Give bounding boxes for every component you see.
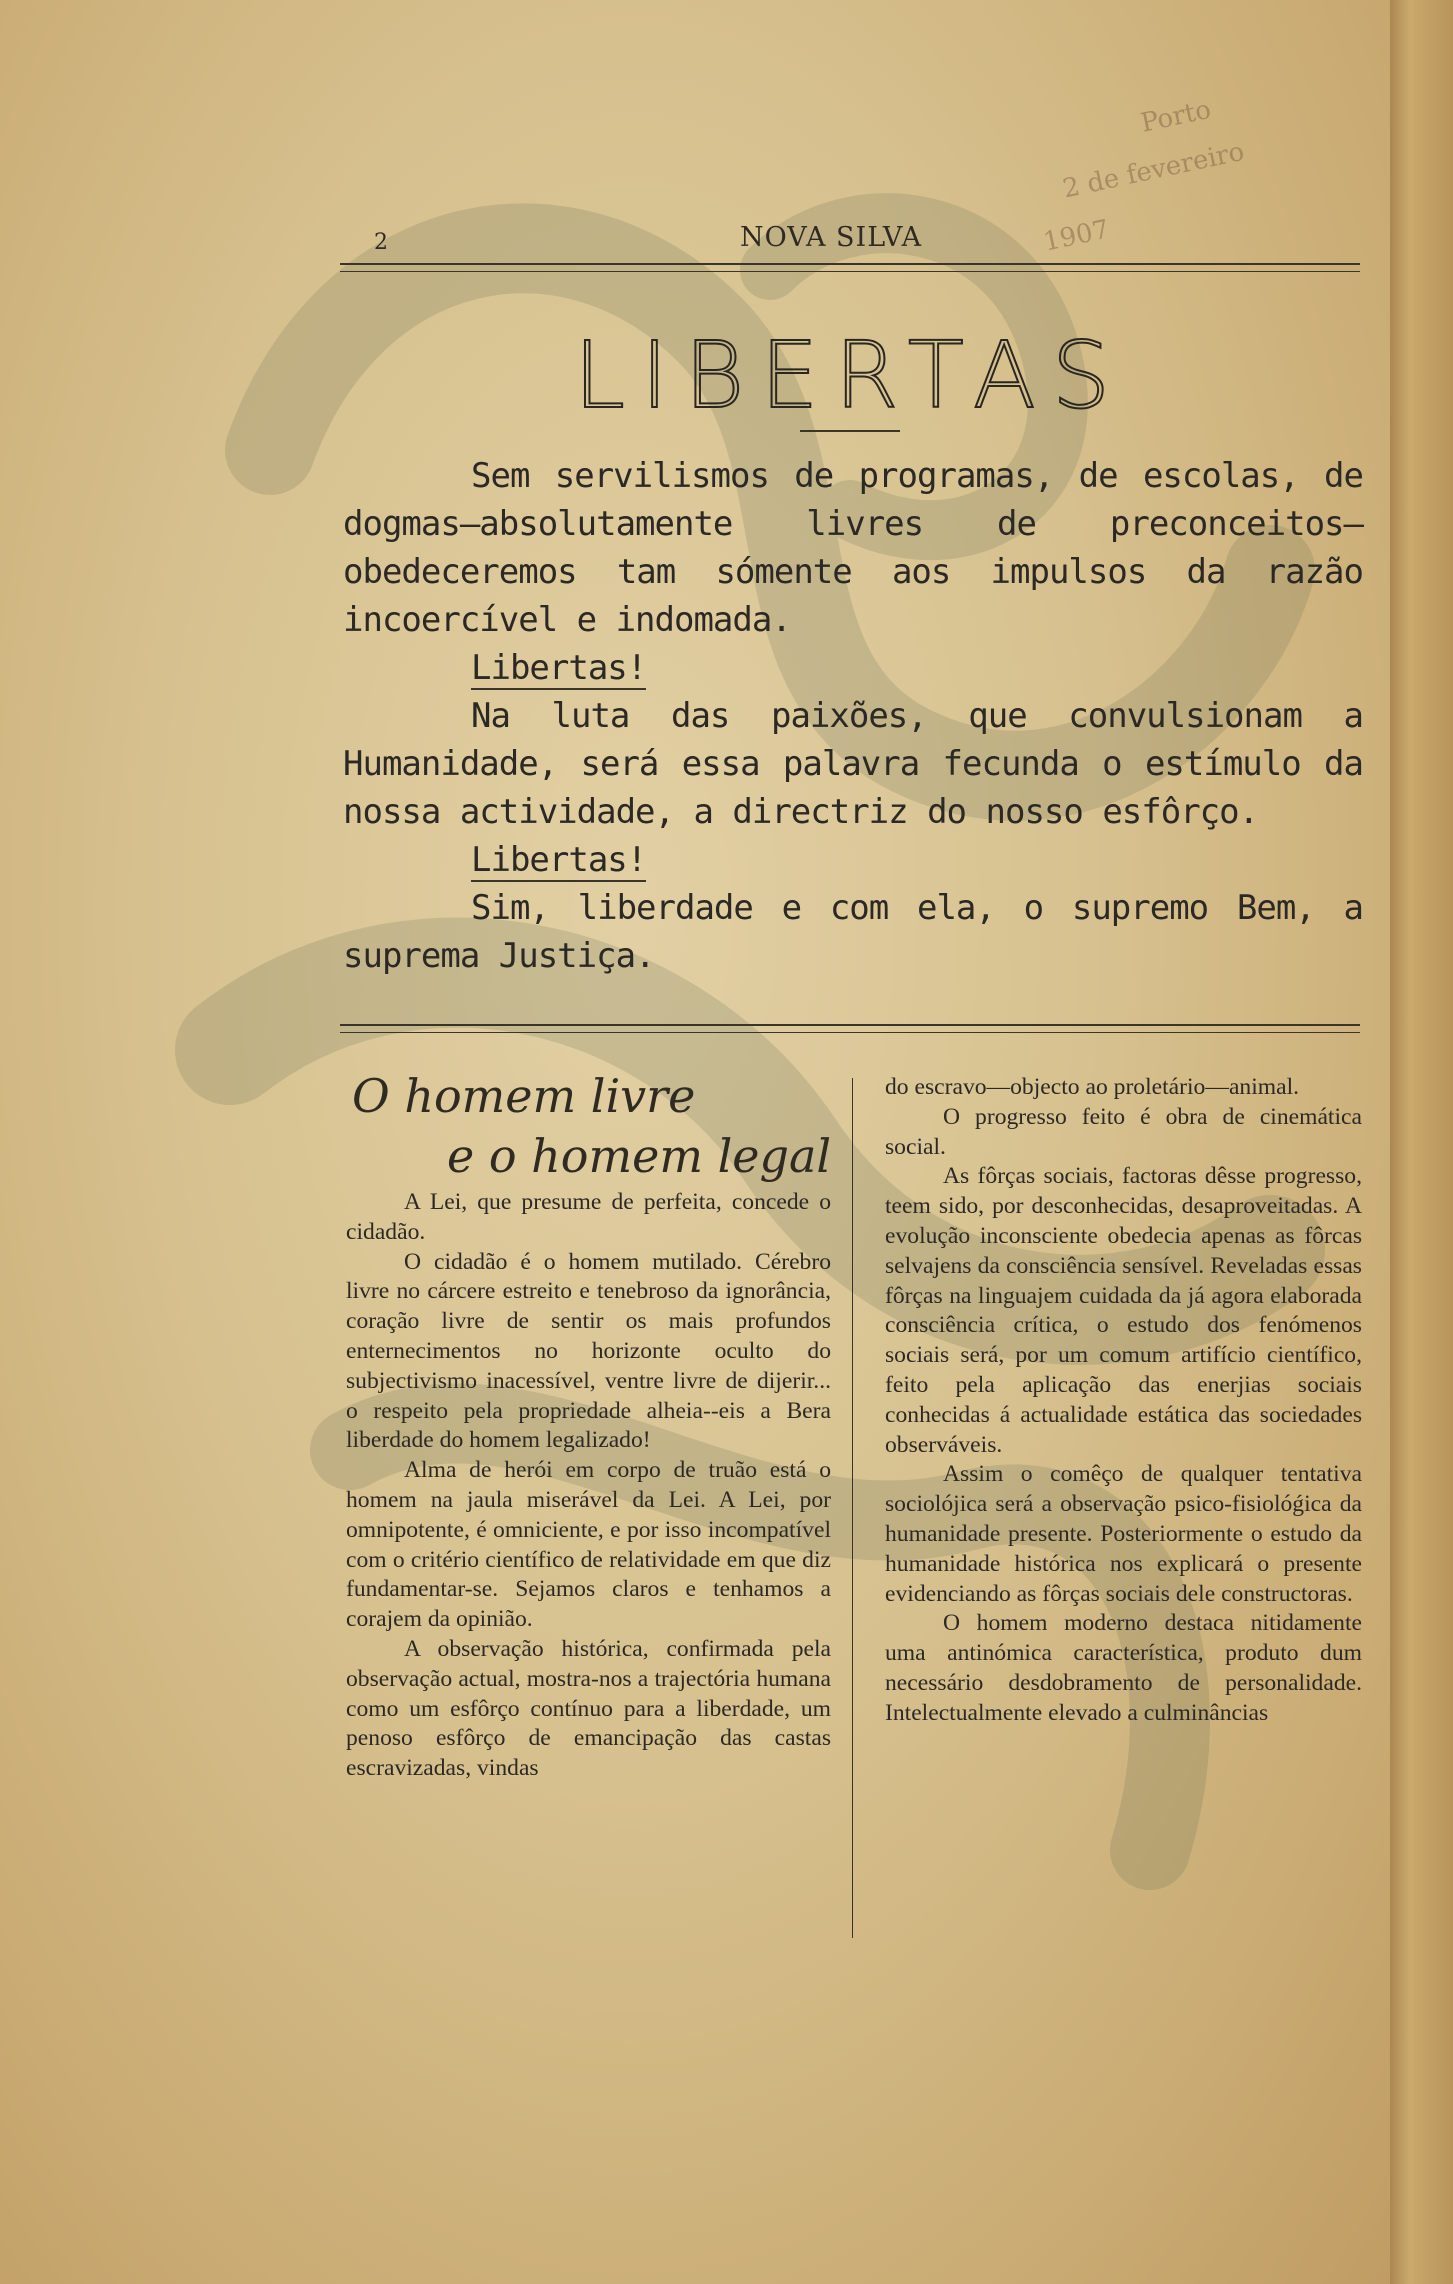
exclaim-text: Libertas! [471,648,647,688]
editorial-title: LIBERTAS [573,322,1127,429]
article-paragraph: Alma de herói em corpo de truão está o homem na jaula miserável da Lei. A Lei, por omnipotente, é omniciente, e por isso incompatível com o critério científico de relatividade em que diz fundamentar-se. Sejamos claros e tenhamos a corajem da opinião. [346,1457,831,1633]
article-title-line-2: e o homem legal [447,1129,832,1183]
article-paragraph: A observação histórica, confirmada pela observação actual, mostra-nos a trajectória humana como um esfôrço contínuo para a liberdade, um penoso esfôrço de emancipação das castas escravizadas, vindas [346,1635,831,1782]
article-column-right [885,1073,1362,1729]
article-column-left [346,1188,831,1784]
exclaim-text: Libertas! [471,840,647,880]
article-paragraph: O progresso feito é obra de cinemática social. [885,1103,1362,1160]
article-paragraph: do escravo—objecto ao proletário—animal. [885,1074,1300,1100]
page-edge [1390,0,1453,2284]
stamp-line-3: 1907 [1040,214,1112,258]
editorial-exclaim [343,836,1363,884]
stamp-line-2: 2 de fevereiro [1060,136,1247,205]
title-underline [800,430,900,432]
page-header [340,222,1360,266]
page-number: 2 [374,230,388,255]
article-title [352,1066,852,1186]
stamp-line-1: Porto [1138,94,1214,139]
editorial-body [343,452,1363,980]
article-paragraph: As fôrças sociais, factoras dêsse progresso, teem sido, por desconhecidas, desaproveitadas. A evolução inconsciente obedecia apenas as fôrcas selvajens da consciência sensível. Reveladas essas fôrças na linguajem cuidada da já agora elaborada consciência crítica, o estudo dos fenómenos sociais será, por um comum artifício científico, feito pela aplicação das enerjias sociais conhecidas á actualidade estática das sociedades observáveis. [885,1163,1362,1458]
running-title: NOVA SILVA [740,222,923,253]
column-divider [852,1078,853,1938]
editorial-exclaim [343,644,1363,692]
article-title-line-1: O homem livre [352,1069,696,1123]
article-paragraph: O cidadão é o homem mutilado. Cérebro livre no cárcere estreito e tenebroso da ignorância, coração livre de sentir os mais profundos enternecimentos no horizonte oculto do subjectivismo inacessível, ventre livre de dijerir... o respeito pela propriedade alheia--eis a Bera liberdade do homem legalizado! [346,1248,831,1454]
section-rule [340,1024,1360,1033]
article-paragraph: Assim o comêço de qualquer tentativa sociolójica será a observação psico-fisiolóǵica da humanidade presente. Posteriormente o estudo da humanidade histórica nos explicará o presente evidenciando as fôrças sociais dele constructoras. [885,1461,1362,1607]
editorial-paragraph: Sem servilismos de programas, de escolas, de dogmas—absolutamente livres de preconceitos—obedeceremos tam sómente aos impulsos da razão incoercível e indomada. [343,456,1363,640]
header-rule [340,263,1360,272]
article-paragraph: A Lei, que presume de perfeita, concede o cidadão. [346,1189,831,1245]
editorial-paragraph: Sim, liberdade e com ela, o supremo Bem, a suprema Justiça. [343,888,1363,976]
editorial-paragraph: Na luta das paixões, que convulsionam a Humanidade, será essa palavra fecunda o estímulo da nossa actividade, a directriz do nosso esfôrço. [343,696,1363,832]
article-paragraph: O homem moderno destaca nitidamente uma antinómica característica, produto dum necessário desdobramento de personalidade. Intelectualmente elevado a culminâncias [885,1610,1362,1726]
